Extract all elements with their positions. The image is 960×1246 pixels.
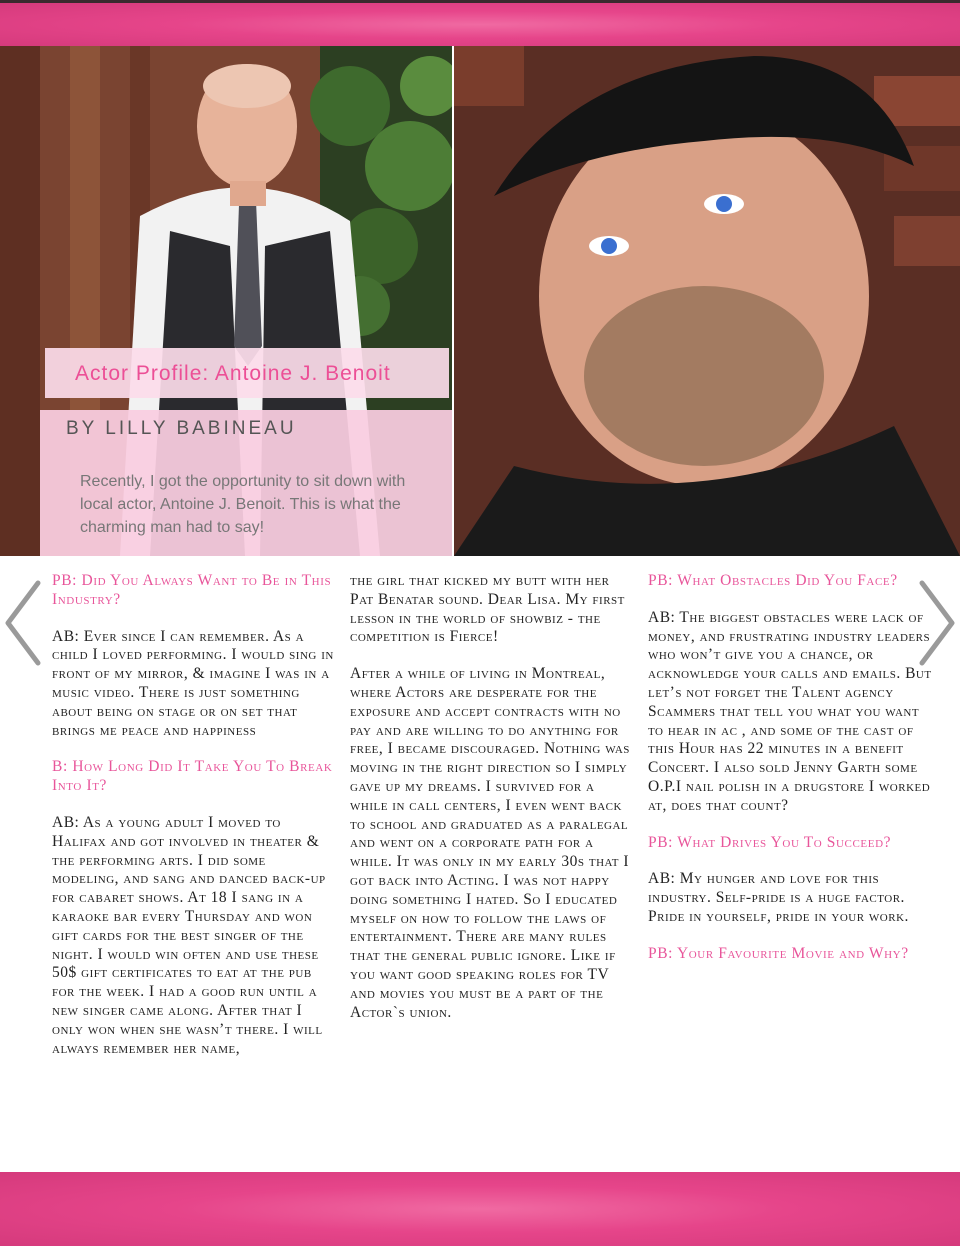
- question-4: PB: What Drives You To Succeed?: [648, 833, 892, 851]
- chevron-right-icon: [912, 575, 960, 671]
- byline-box: [40, 410, 452, 556]
- answer-3: AB: The biggest obstacles were lack of money, and frustrating industry leaders who won’t give you a chance, or acknowledge your calls and emails. But let’s not forget the Talent agency Scammers that tell you what you want to hear in ac , and some of the cast of this Hour has 22 minutes in a benefit Concert. I also sold Jenny Garth some O.P.I nail polish in a drugstore I worked at, does that count?: [648, 608, 932, 814]
- answer-4: AB: My hunger and love for this industry. Self-pride is a huge factor. Pride in yourself, pride in your work.: [648, 870, 909, 925]
- previous-page-button[interactable]: [0, 575, 48, 671]
- question-2: B: How Long Did It Take You To Break Into It?: [52, 758, 333, 795]
- text-column-1: [52, 572, 337, 1076]
- answer-1: AB: Ever since I can remember. As a child I loved performing. I would sing in front of my mirror, & imagine I was in a music video. There is just something about being on stage or on set that brings me peace and happiness: [52, 627, 334, 739]
- byline: BY LILLY BABINEAU: [66, 418, 297, 439]
- answer-2: AB: As a young adult I moved to Halifax and got involved in theater & the performing arts. I did some modeling, and sang and danced back-up for cabaret shows. At 18 I sang in a karaoke bar every Thursday and won gift cards for the best singer of the night. I would win often and use these 50$ gift certificates to eat at the pub for the week. I had a good run until a new singer came along. After that I only won when she wasn’t there. I will always remember her name,: [52, 813, 326, 1057]
- question-5: PB: Your Favourite Movie and Why?: [648, 944, 909, 962]
- next-page-button[interactable]: [912, 575, 960, 671]
- paragraph-montreal: After a while of living in Montreal, where Actors are desperate for the exposure and accept contracts with no pay and are willing to do anything for free, I became discouraged. Nothing was moving in the right direction so I simply gave up my dreams. I survived for a while in call centers, I even went back to school and graduated as a paralegal and went on a corporate path for a while. It was only in my early 30s that I got back into Acting. I was not happy doing something I hated. So I educated myself on how to follow the laws of entertainment. There are many rules that the general public ignore. Like if you want good speaking roles for TV and movies you must be a part of the Actor`s union.: [350, 665, 630, 1021]
- intro-paragraph: Recently, I got the opportunity to sit down with local actor, Antoine J. Benoit. This is what the charming man had to say!: [80, 473, 406, 536]
- question-1: PB: Did You Always Want to Be in This Industry?: [52, 572, 332, 608]
- question-3: PB: What Obstacles Did You Face?: [648, 572, 898, 589]
- actor-photo-right: [454, 46, 960, 556]
- actor-photo-right-illustration: [454, 46, 960, 556]
- actor-photo-left: [0, 46, 452, 556]
- top-decorative-band: [0, 0, 960, 46]
- text-column-2: [350, 572, 635, 1040]
- chevron-left-icon: [0, 575, 48, 671]
- text-column-3: [648, 572, 933, 982]
- article-title-box: [45, 348, 449, 398]
- bottom-decorative-band: [0, 1172, 960, 1246]
- article-title: Actor Profile: Antoine J. Benoit: [75, 362, 391, 385]
- paragraph-continued: the girl that kicked my butt with her Pat Benatar sound. Dear Lisa. My first lesson in the world of showbiz - the competition is Fierce!: [350, 572, 625, 646]
